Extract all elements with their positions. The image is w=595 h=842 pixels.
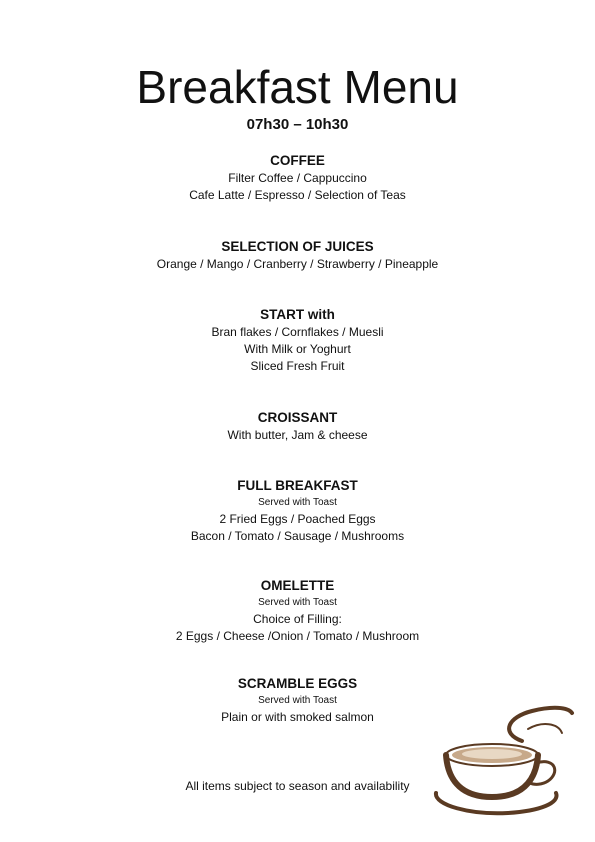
section-croissant	[0, 409, 595, 444]
menu-line: 2 Eggs / Cheese /Onion / Tomato / Mushroom	[175, 629, 420, 643]
served-with-note: Served with Toast	[258, 597, 337, 608]
menu-line: Bacon / Tomato / Sausage / Mushrooms	[190, 529, 405, 543]
menu-line: Orange / Mango / Cranberry / Strawberry / Pineapple	[156, 257, 439, 271]
section-title: FULL BREAKFAST	[237, 478, 358, 493]
section-title: COFFEE	[270, 153, 325, 168]
menu-line: With butter, Jam & cheese	[227, 428, 368, 442]
section-start	[0, 306, 595, 375]
served-with-note: Served with Toast	[258, 497, 337, 508]
menu-line: Sliced Fresh Fruit	[250, 359, 345, 373]
menu-line: 2 Fried Eggs / Poached Eggs	[219, 512, 376, 526]
section-omelette	[0, 577, 595, 645]
section-title: OMELETTE	[260, 578, 335, 593]
section-juices	[0, 238, 595, 273]
served-with-note: Served with Toast	[258, 695, 337, 706]
serving-hours: 07h30 – 10h30	[246, 116, 349, 133]
page-title: Breakfast Menu	[136, 61, 459, 113]
menu-line: Plain or with smoked salmon	[221, 710, 374, 724]
section-coffee	[0, 152, 595, 204]
section-title: SELECTION OF JUICES	[221, 239, 374, 254]
section-title: START with	[260, 307, 335, 322]
section-title: CROISSANT	[257, 410, 338, 425]
availability-footer: All items subject to season and availability	[185, 779, 410, 793]
coffee-cup-icon	[430, 693, 580, 818]
menu-line: Choice of Filling:	[253, 612, 342, 626]
menu-line: Cafe Latte / Espresso / Selection of Teas	[189, 188, 406, 202]
menu-line: Filter Coffee / Cappuccino	[228, 171, 367, 185]
section-full-breakfast	[0, 477, 595, 545]
menu-line: With Milk or Yoghurt	[244, 342, 351, 356]
menu-line: Bran flakes / Cornflakes / Muesli	[211, 325, 384, 339]
section-title: SCRAMBLE EGGS	[237, 676, 358, 691]
